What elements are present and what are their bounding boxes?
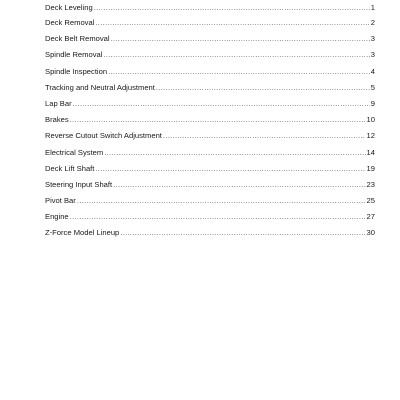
toc-dot-leader [95,15,369,31]
toc-entry-page-number: 5 [370,82,375,92]
toc-entry-page-number: 25 [366,196,375,206]
toc-dot-leader [70,112,366,128]
toc-dot-leader [95,161,365,177]
toc-dot-leader [120,225,365,241]
toc-dot-leader [113,177,365,193]
toc-entry-title: Deck Lift Shaft [45,163,95,173]
toc-entry-title: Engine [45,212,69,222]
toc-entry-page-number: 9 [370,98,375,108]
toc-entry[interactable] [45,161,375,177]
toc-entry[interactable] [45,47,375,63]
toc-dot-leader [103,47,369,63]
toc-entry[interactable] [45,193,375,209]
toc-dot-leader [163,128,366,144]
toc-dot-leader [156,80,370,96]
toc-entry-title: Deck Leveling [45,3,93,12]
toc-entry-title: Electrical System [45,147,104,157]
toc-entry[interactable] [45,145,375,161]
toc-entry-page-number: 10 [366,115,375,125]
toc-entry[interactable] [45,209,375,225]
toc-entry-page-number: 3 [370,50,375,60]
toc-entry[interactable] [45,112,375,128]
toc-entry-title: Steering Input Shaft [45,179,113,189]
toc-entry-page-number: 12 [366,131,375,141]
toc-dot-leader [111,31,370,47]
toc-entry[interactable] [45,80,375,96]
toc-entry[interactable] [45,31,375,47]
toc-entry-page-number: 27 [366,212,375,222]
toc-entry[interactable] [45,64,375,80]
toc-dot-leader [104,145,365,161]
toc-entry-page-number: 3 [370,34,375,44]
toc-entry-title: Tracking and Neutral Adjustment [45,82,155,92]
toc-entry-title: Lap Bar [45,98,72,108]
toc-entry-page-number: 30 [366,228,375,238]
toc-dot-leader [77,193,366,209]
toc-entry-title: Brakes [45,115,69,125]
toc-entry-title: Deck Belt Removal [45,34,110,44]
toc-entry-page-number: 1 [370,3,375,12]
toc-dot-leader [70,209,366,225]
toc-entry[interactable] [45,96,375,112]
toc-entry-title: Pivot Bar [45,196,76,206]
toc-entry-page-number: 14 [366,147,375,157]
toc-entry-title: Reverse Cutout Switch Adjustment [45,131,162,141]
toc-entry[interactable] [45,15,375,31]
toc-dot-leader [94,0,370,15]
toc-entry-title: Spindle Inspection [45,66,108,76]
toc-entry-page-number: 23 [366,179,375,189]
toc-entry-page-number: 2 [370,18,375,27]
toc-entry[interactable] [45,128,375,144]
toc-entry-title: Z-Force Model Lineup [45,228,120,238]
toc-entry-page-number: 4 [370,66,375,76]
toc-entry-page-number: 19 [366,163,375,173]
toc-entry-title: Spindle Removal [45,50,103,60]
toc-entry[interactable] [45,0,375,15]
table-of-contents [45,0,375,242]
toc-entry[interactable] [45,225,375,241]
toc-entry[interactable] [45,177,375,193]
toc-entry-title: Deck Removal [45,18,95,27]
toc-dot-leader [73,96,370,112]
toc-dot-leader [108,64,370,80]
